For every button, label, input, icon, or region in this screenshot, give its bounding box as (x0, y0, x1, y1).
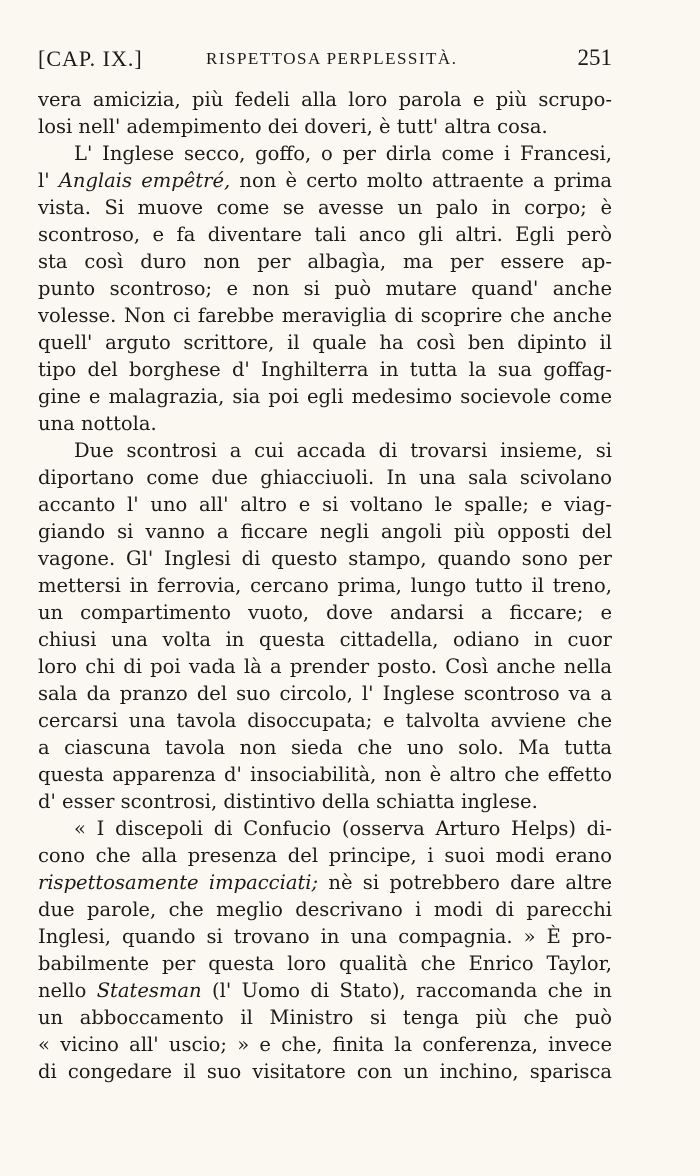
text-line (38, 842, 612, 869)
text-segment: vista. Si muove come se avesse un palo in corpo; è (38, 196, 612, 219)
text-line (38, 464, 612, 491)
text-line (38, 950, 612, 977)
text-line (38, 788, 612, 815)
text-line (38, 761, 612, 788)
text-segment: « I discepoli di Confucio (osserva Arturo Helps) di- (74, 817, 612, 840)
text-line (38, 140, 612, 167)
text-segment: « vicino all' uscio; » e che, finita la conferenza, invece (38, 1033, 612, 1056)
text-segment: sala da pranzo del suo circolo, l' Inglese scontroso va a (38, 682, 612, 705)
text-line (38, 167, 612, 194)
text-line (38, 518, 612, 545)
text-line (38, 1058, 612, 1085)
text-segment: un compartimento vuoto, dove andarsi a ficcare; e (38, 601, 612, 624)
text-line (38, 491, 612, 518)
text-segment: di congedare il suo visitatore con un inchino, sparisca (38, 1060, 612, 1083)
text-segment: d' esser scontrosi, distintivo della schiatta inglese. (38, 790, 538, 813)
text-segment: gine e malagrazia, sia poi egli medesimo socievole come (38, 385, 612, 408)
text-line (38, 923, 612, 950)
text-line (38, 194, 612, 221)
text-segment: losi nell' adempimento dei doveri, è tutt' altra cosa. (38, 115, 548, 138)
text-segment: punto scontroso; e non si può mutare quand' anche (38, 277, 612, 300)
text-line (38, 869, 612, 896)
text-segment: quell' arguto scrittore, il quale ha così ben dipinto il (38, 331, 612, 354)
text-segment: l' (38, 169, 59, 192)
text-line (38, 815, 612, 842)
text-segment: Inglesi, quando si trovano in una compagnia. » È pro- (38, 925, 612, 948)
italic-phrase: rispettosamente impacciati; (38, 871, 319, 894)
text-line (38, 383, 612, 410)
text-segment: (l' Uomo di Stato), raccomanda che in (201, 979, 612, 1002)
text-segment: giando si vanno a ficcare negli angoli più opposti del (38, 520, 612, 543)
text-segment: diportano come due ghiacciuoli. In una sala scivolano (38, 466, 612, 489)
text-line (38, 113, 612, 140)
text-segment: questa apparenza d' insociabilità, non è altro che effetto (38, 763, 612, 786)
text-segment: volesse. Non ci farebbe meraviglia di scoprire che anche (38, 304, 612, 327)
text-segment: Due scontrosi a cui accada di trovarsi insieme, si (74, 439, 612, 462)
text-line (38, 545, 612, 572)
text-line (38, 977, 612, 1004)
text-line (38, 572, 612, 599)
text-line (38, 653, 612, 680)
text-line (38, 1031, 612, 1058)
text-line (38, 248, 612, 275)
text-line (38, 1004, 612, 1031)
running-header (38, 44, 612, 80)
italic-phrase: Statesman (96, 979, 202, 1002)
text-line (38, 356, 612, 383)
text-segment: cono che alla presenza del principe, i suoi modi erano (38, 844, 612, 867)
text-line (38, 302, 612, 329)
text-segment: loro chi di poi vada là a prender posto. Così anche nella (38, 655, 612, 678)
text-line (38, 221, 612, 248)
text-line (38, 275, 612, 302)
text-segment: a ciascuna tavola non sieda che uno solo. Ma tutta (38, 736, 612, 759)
text-segment: babilmente per questa loro qualità che Enrico Taylor, (38, 952, 612, 975)
text-segment: L' Inglese secco, goffo, o per dirla come i Francesi, (74, 142, 612, 165)
text-line (38, 680, 612, 707)
text-segment: scontroso, e fa diventare tali anco gli altri. Egli però (38, 223, 612, 246)
text-line (38, 707, 612, 734)
text-segment: cercarsi una tavola disoccupata; e talvolta avviene che (38, 709, 612, 732)
text-line (38, 896, 612, 923)
text-line (38, 86, 612, 113)
text-segment: nello (38, 979, 97, 1002)
text-line (38, 437, 612, 464)
text-segment: mettersi in ferrovia, cercano prima, lungo tutto il treno, (38, 574, 612, 597)
text-line (38, 626, 612, 653)
chapter-label: [CAP. IX.] (38, 46, 143, 71)
italic-phrase: Anglais empêtré, (58, 169, 231, 192)
text-segment: nè si potrebbero dare altre (318, 871, 612, 894)
page-body-text (38, 86, 612, 1085)
page-number: 251 (577, 45, 612, 70)
text-line (38, 599, 612, 626)
text-segment: accanto l' uno all' altro e si voltano le spalle; e viag- (38, 493, 612, 516)
text-line (38, 329, 612, 356)
text-segment: un abboccamento il Ministro si tenga più che può (38, 1006, 612, 1029)
text-segment: non è certo molto attraente a prima (230, 169, 612, 192)
text-segment: una nottola. (38, 412, 157, 435)
text-segment: vagone. Gl' Inglesi di questo stampo, quando sono per (38, 547, 612, 570)
text-segment: chiusi una volta in questa cittadella, odiano in cuor (38, 628, 612, 651)
text-line (38, 410, 612, 437)
text-segment: sta così duro non per albagìa, ma per essere ap- (38, 250, 612, 273)
text-segment: vera amicizia, più fedeli alla loro parola e più scrupo- (38, 88, 612, 111)
text-segment: tipo del borghese d' Inghilterra in tutta la sua goffag- (38, 358, 612, 381)
running-title: RISPETTOSA PERPLESSITÀ. (206, 49, 458, 68)
text-line (38, 734, 612, 761)
text-segment: due parole, che meglio descrivano i modi di parecchi (38, 898, 612, 921)
